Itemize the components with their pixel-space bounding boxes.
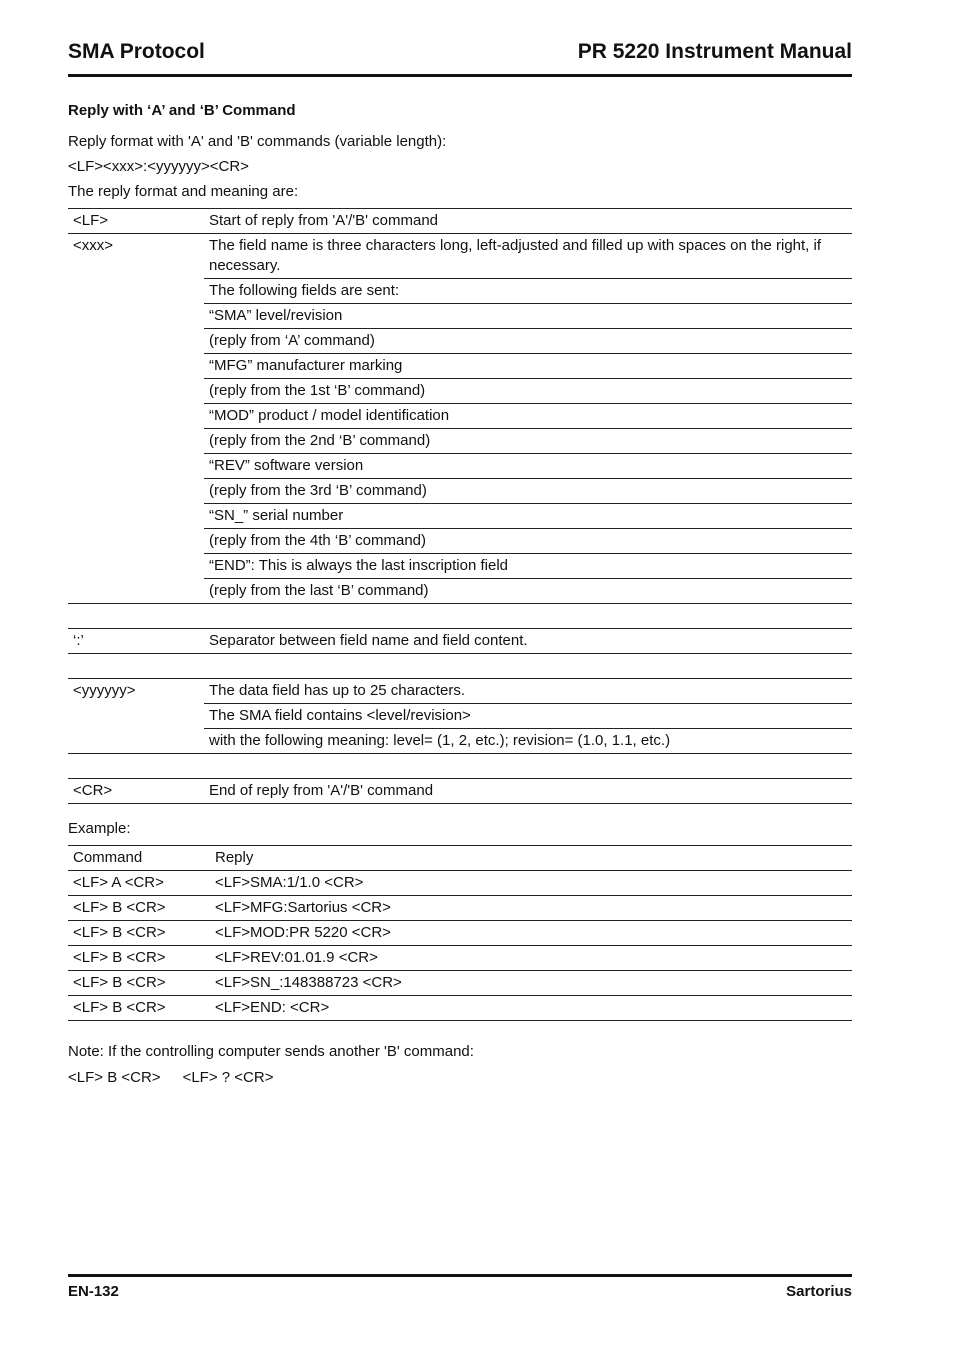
reply-format-row <box>68 704 852 729</box>
reply-format-row <box>68 629 852 654</box>
header-title-right: PR 5220 Instrument Manual <box>577 40 852 63</box>
field-key: <xxx> <box>73 237 114 254</box>
reply-format-row <box>68 279 852 304</box>
example-row <box>68 996 852 1021</box>
field-key <box>68 379 204 404</box>
reply-format-row <box>68 379 852 404</box>
note-reply: <LF> ? <CR> <box>182 1069 274 1086</box>
field-description: (reply from the last ‘B’ command) <box>204 579 852 604</box>
field-description: The field name is three characters long, left-adjusted and filled up with spaces on the right, if necessary. <box>204 234 852 279</box>
field-key: ‘:’ <box>73 632 84 649</box>
intro-line-3: The reply format and meaning are: <box>68 183 299 200</box>
example-command: <LF> B <CR> <box>73 949 166 966</box>
field-description: (reply from the 3rd ‘B’ command) <box>204 479 852 504</box>
example-command: <LF> B <CR> <box>73 974 166 991</box>
field-key <box>68 479 204 504</box>
reply-format-row <box>68 429 852 454</box>
reply-format-row <box>68 479 852 504</box>
field-description: “END”: This is always the last inscription field <box>204 554 852 579</box>
field-key <box>68 329 204 354</box>
reply-format-row <box>68 729 852 754</box>
example-reply: Reply <box>215 849 254 866</box>
note-line: Note: If the controlling computer sends another 'B' command: <box>68 1043 474 1060</box>
field-key: <LF> <box>73 212 109 229</box>
example-command: <LF> B <CR> <box>73 999 166 1016</box>
field-description: (reply from the 2nd ‘B’ command) <box>204 429 852 454</box>
reply-format-row <box>68 679 852 704</box>
field-description: “SN_” serial number <box>204 504 852 529</box>
field-description: The data field has up to 25 characters. <box>204 679 852 704</box>
reply-format-row <box>68 454 852 479</box>
reply-format-row <box>68 554 852 579</box>
field-description: The following fields are sent: <box>204 279 852 304</box>
reply-format-row <box>68 329 852 354</box>
example-command: Command <box>73 849 143 866</box>
note-command: <LF> B <CR> <box>68 1069 161 1086</box>
page-number: EN-132 <box>68 1283 119 1300</box>
note-example <box>68 1069 273 1086</box>
field-description: “REV” software version <box>204 454 852 479</box>
example-reply: <LF>SN_:148388723 <CR> <box>215 974 402 991</box>
field-description: (reply from the 1st ‘B’ command) <box>204 379 852 404</box>
field-key <box>68 754 204 779</box>
field-key <box>68 429 204 454</box>
example-row <box>68 971 852 996</box>
field-description: “SMA” level/revision <box>204 304 852 329</box>
field-key <box>68 529 204 554</box>
example-label: Example: <box>68 820 131 837</box>
page-footer <box>68 1274 852 1300</box>
field-description: with the following meaning: level= (1, 2, etc.); revision= (1.0, 1.1, etc.) <box>204 729 852 754</box>
reply-format-row <box>68 754 852 779</box>
example-command: <LF> B <CR> <box>73 924 166 941</box>
reply-format-row <box>68 579 852 604</box>
header-title-left: SMA Protocol <box>68 40 205 63</box>
example-header-row <box>68 846 852 871</box>
example-row <box>68 921 852 946</box>
example-reply: <LF>END: <CR> <box>215 999 330 1016</box>
field-description: The SMA field contains <level/revision> <box>204 704 852 729</box>
reply-format-row <box>68 354 852 379</box>
example-row <box>68 896 852 921</box>
field-description <box>204 604 852 629</box>
reply-format-row <box>68 779 852 804</box>
example-reply: <LF>REV:01.01.9 <CR> <box>215 949 378 966</box>
reply-format-row <box>68 604 852 629</box>
field-description: Start of reply from 'A'/'B' command <box>204 209 852 234</box>
field-key <box>68 354 204 379</box>
reply-format-row <box>68 529 852 554</box>
example-table <box>68 845 852 1021</box>
field-key <box>68 654 204 679</box>
field-key: <yyyyyy> <box>73 682 136 699</box>
field-key <box>68 554 204 579</box>
reply-format-row <box>68 234 852 279</box>
example-reply: <LF>SMA:1/1.0 <CR> <box>215 874 364 891</box>
example-reply: <LF>MFG:Sartorius <CR> <box>215 899 391 916</box>
example-reply: <LF>MOD:PR 5220 <CR> <box>215 924 391 941</box>
field-key <box>68 279 204 304</box>
field-key <box>68 579 204 604</box>
field-description: End of reply from 'A'/'B' command <box>204 779 852 804</box>
field-key <box>68 729 204 754</box>
field-key <box>68 304 204 329</box>
field-key: <CR> <box>73 782 113 799</box>
field-key <box>68 604 204 629</box>
example-row <box>68 946 852 971</box>
reply-format-row <box>68 209 852 234</box>
field-key <box>68 704 204 729</box>
intro-line-2: <LF><xxx>:<yyyyyy><CR> <box>68 158 249 175</box>
reply-format-table <box>68 208 852 804</box>
example-row <box>68 871 852 896</box>
field-description <box>204 754 852 779</box>
example-command: <LF> B <CR> <box>73 899 166 916</box>
field-description: “MFG” manufacturer marking <box>204 354 852 379</box>
field-description: (reply from ‘A’ command) <box>204 329 852 354</box>
field-description: “MOD” product / model identification <box>204 404 852 429</box>
field-description: Separator between field name and field content. <box>204 629 852 654</box>
field-description <box>204 654 852 679</box>
field-key <box>68 504 204 529</box>
reply-format-row <box>68 404 852 429</box>
reply-format-row <box>68 654 852 679</box>
reply-format-row <box>68 504 852 529</box>
reply-format-row <box>68 304 852 329</box>
footer-brand: Sartorius <box>786 1283 852 1300</box>
section-title: Reply with ‘A’ and ‘B’ Command <box>68 102 296 119</box>
intro-line-1: Reply format with 'A' and 'B' commands (variable length): <box>68 133 447 150</box>
example-command: <LF> A <CR> <box>73 874 164 891</box>
field-key <box>68 454 204 479</box>
field-description: (reply from the 4th ‘B’ command) <box>204 529 852 554</box>
field-key <box>68 404 204 429</box>
page-header <box>68 40 852 77</box>
